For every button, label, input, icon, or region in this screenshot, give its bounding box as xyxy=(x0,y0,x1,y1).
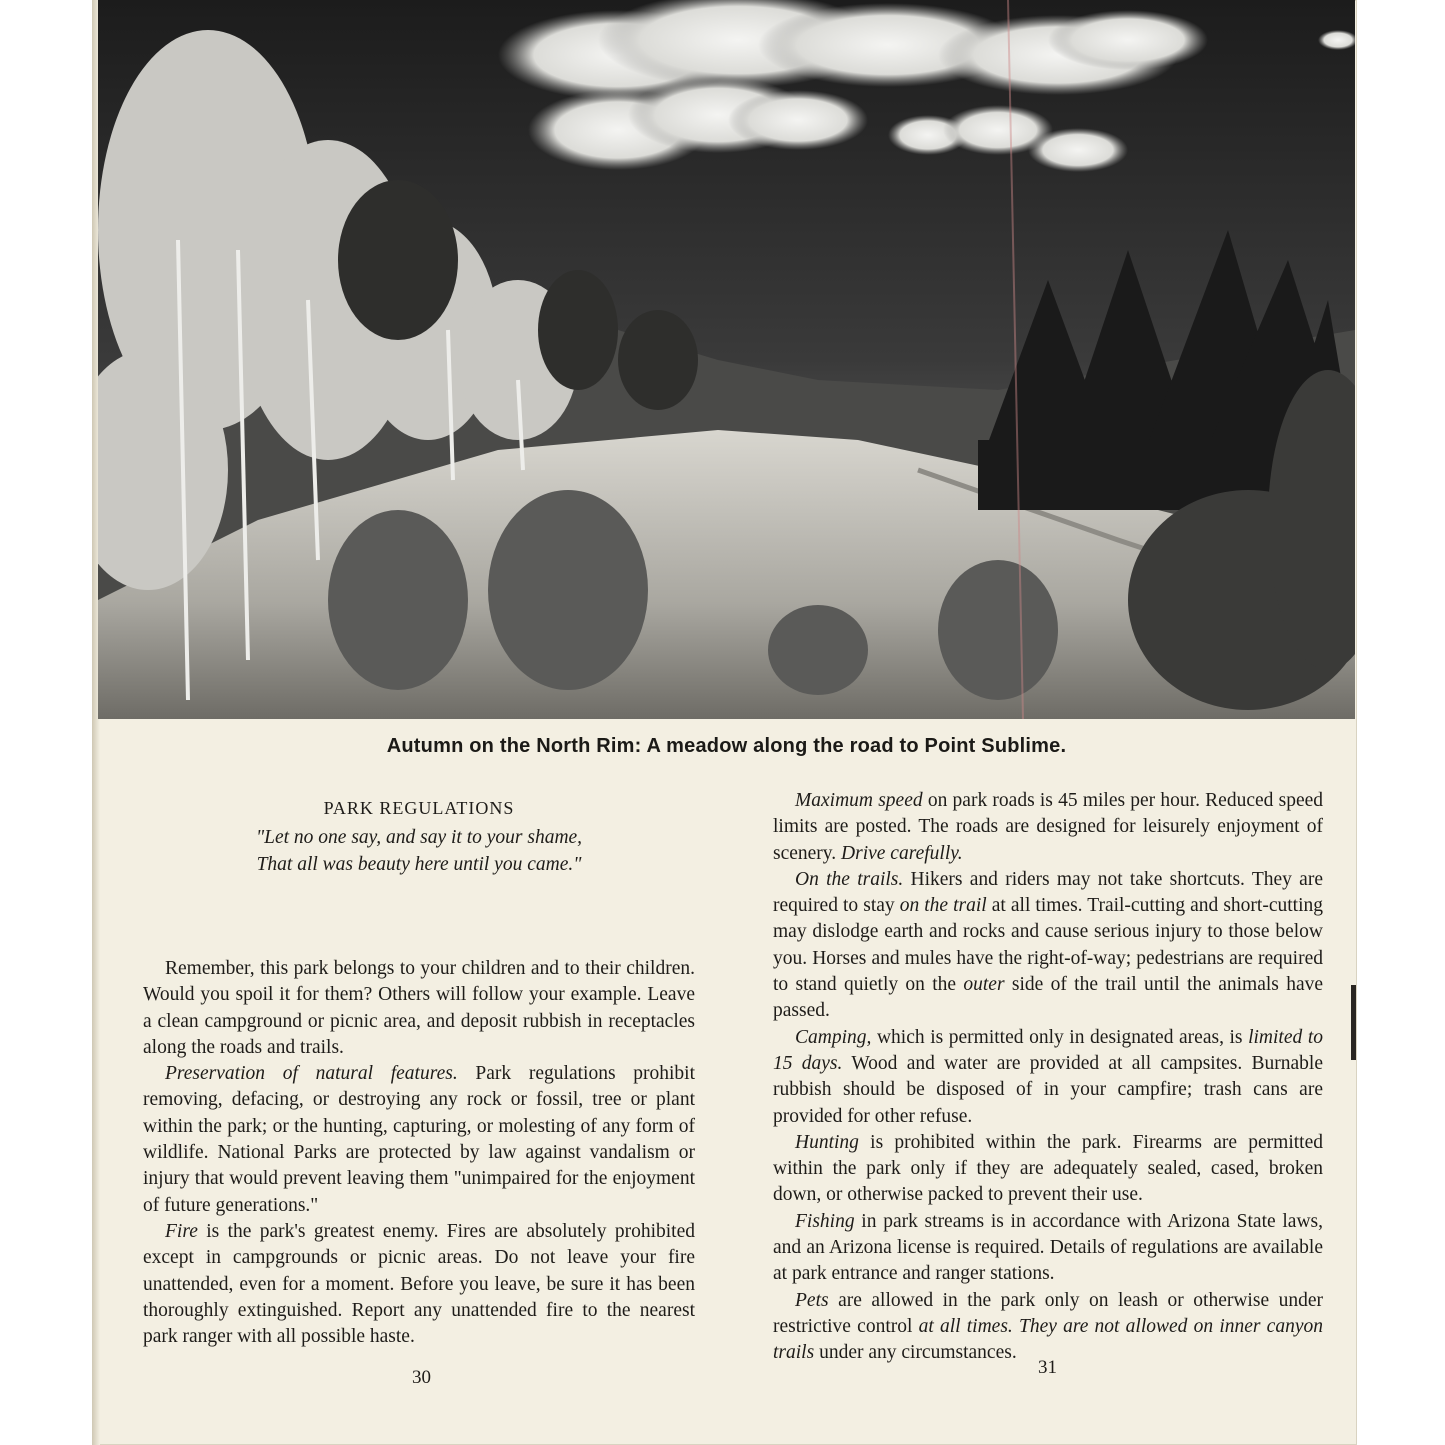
paragraph-title: Fire xyxy=(165,1220,198,1242)
preservation-paragraph: Preservation of natural features. Park regulations prohibit removing, defacing, or destroying any rock or fossil, tree or plant within the park; or the hunting, capturing, or molesting of any form of wildlife. National Parks are protected by law against vandalism or injury that would prevent leaving them "unimpaired for the enjoyment of future generations." xyxy=(143,1063,695,1216)
quote-line: "Let no one say, and say it to your shame, xyxy=(255,827,583,848)
paragraph-title: On the trails. xyxy=(795,868,904,890)
paragraph-title: Preservation of natural features. xyxy=(165,1063,458,1085)
section-heading: PARK REGULATIONS xyxy=(323,798,515,818)
paragraph-title: Maximum speed xyxy=(795,790,923,811)
right-column xyxy=(773,788,1323,1367)
speed-paragraph: Maximum speed on park roads is 45 miles per hour. Reduced speed limits are posted. The roads are designed for leisurely enjoyment of scenery. Drive carefully. xyxy=(773,790,1323,864)
trails-paragraph: On the trails. Hikers and riders may not take shortcuts. They are required to stay on the trail at all times. Trail-cutting and short-cutting may dislodge earth and rocks and cause serious injury to those below you. Horses and mules have the right-of-way; pedestrians are required to stand quietly on the outer side of the trail until the animals have passed. xyxy=(773,868,1323,1022)
paragraph-title: Camping, xyxy=(795,1026,872,1048)
epigraph-quote xyxy=(143,824,695,878)
camping-paragraph: Camping, which is permitted only in designated areas, is limited to 15 days. Wood and water are provided at all campsites. Burnable rubbish should be disposed of in your campfire; trash cans are provided for other refuse. xyxy=(773,1026,1323,1127)
paragraph-title: Pets xyxy=(795,1289,829,1311)
binding-tab xyxy=(1351,985,1356,1060)
intro-paragraph: Remember, this park belongs to your children and to their children. Would you spoil it for them? Others will follow your example. Leave a clean campground or picnic area, and deposit rubbish in receptacles along the roads and trails. xyxy=(143,958,695,1058)
paragraph-title: Fishing xyxy=(795,1210,855,1232)
pets-paragraph: Pets are allowed in the park only on leash or otherwise under restrictive control at all times. They are not allowed on inner canyon trails under any circumstances. xyxy=(773,1289,1323,1364)
page-number-right: 31 xyxy=(1038,1357,1057,1378)
photo-caption: Autumn on the North Rim: A meadow along the road to Point Sublime. xyxy=(386,735,1067,757)
quote-line: That all was beauty here until you came." xyxy=(256,854,582,875)
paragraph-title: Hunting xyxy=(795,1131,859,1153)
fire-paragraph: Fire is the park's greatest enemy. Fires are absolutely prohibited except in campgrounds or picnic areas. Do not leave your fire unattended, even for a moment. Before you leave, be sure it has been thoroughly extinguished. Report any unattended fire to the nearest park ranger with all possible haste. xyxy=(143,1220,695,1348)
hunting-paragraph: Hunting is prohibited within the park. Firearms are permitted within the park only if they are adequately sealed, cased, broken down, or otherwise packed to prevent their use. xyxy=(773,1131,1323,1206)
meadow-photo xyxy=(98,0,1355,719)
fishing-paragraph: Fishing in park streams is in accordance with Arizona State laws, and an Arizona license is required. Details of regulations are available at park entrance and ranger stations. xyxy=(773,1210,1323,1285)
meadow-landscape-image xyxy=(98,0,1355,719)
page-number-left: 30 xyxy=(412,1367,431,1388)
left-column xyxy=(143,956,695,1350)
